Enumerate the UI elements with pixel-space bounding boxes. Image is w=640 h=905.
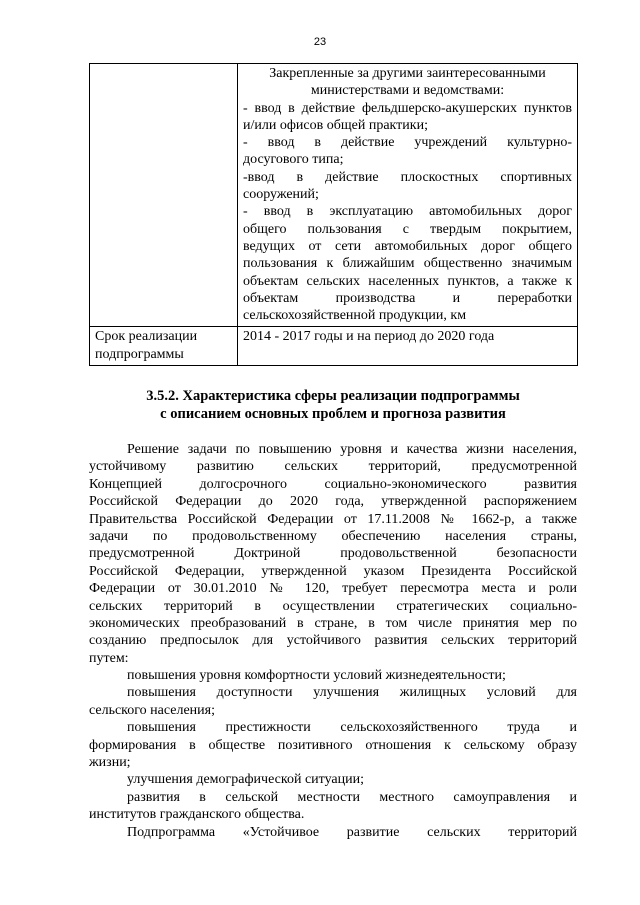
list-item: повышения доступности улучшения жилищных условий для bbox=[127, 685, 577, 701]
body-text bbox=[89, 441, 577, 841]
page-number: 23 bbox=[313, 36, 327, 48]
list-item-continuation: формирования в обществе позитивного отношения к сельскому образу bbox=[89, 737, 577, 753]
paragraph-line: предусмотренной Доктриной продовольственной безопасности bbox=[89, 546, 577, 562]
indicators-header-line: Закрепленные за другими заинтересованными bbox=[269, 66, 546, 81]
table-row bbox=[90, 64, 578, 327]
table-row bbox=[90, 327, 578, 366]
term-value: 2014 - 2017 годы и на период до 2020 года bbox=[243, 329, 495, 345]
table-cell-term-label bbox=[90, 327, 238, 366]
indicator-line: досугового типа; bbox=[243, 152, 344, 168]
table-cell-term-value bbox=[238, 327, 578, 366]
paragraph-line: Подпрограмма «Устойчивое развитие сельских территорий bbox=[127, 824, 577, 840]
indicator-line: ведущих от сети автомобильных дорог общего bbox=[243, 238, 572, 254]
list-item-continuation: сельского населения; bbox=[89, 702, 215, 718]
indicator-line: -ввод в действие плоскостных спортивных bbox=[243, 169, 572, 185]
paragraph-line: Российской Федерации до 2020 года, утвержденной распоряжением bbox=[89, 494, 577, 510]
paragraph-line: задачи по продовольственному обеспечению населения страны, bbox=[89, 528, 577, 544]
section-heading-line: 3.5.2. Характеристика сферы реализации подпрограммы bbox=[146, 388, 520, 404]
paragraph-line: Федерации от 30.01.2010 № 120, требует пересмотра места и роли bbox=[89, 581, 577, 597]
paragraph-line: сельских территорий в осуществлении стратегических социально- bbox=[89, 598, 577, 614]
indicator-line: пользования к ближайшим общественно значимым bbox=[243, 256, 572, 272]
indicator-line: - ввод в эксплуатацию автомобильных дорог bbox=[243, 204, 572, 220]
indicator-line: - ввод в действие фельдшерско-акушерских пунктов bbox=[243, 100, 572, 116]
indicator-line: сельскохозяйственной продукции, км bbox=[243, 308, 467, 324]
indicator-line: и/или офисов общей практики; bbox=[243, 117, 428, 133]
paragraph-line: экономических преобразований в стране, в том числе принятия мер по bbox=[89, 615, 577, 631]
paragraph-line: Правительства Российской Федерации от 17.11.2008 № 1662-р, а также bbox=[89, 511, 577, 527]
indicator-line: объектам сельских населенных пунктов, а также к bbox=[243, 273, 572, 289]
indicator-line: объектам производства и переработки bbox=[243, 290, 572, 306]
indicators-header-line: министерствами и ведомствами: bbox=[310, 83, 505, 99]
list-item: повышения уровня комфортности условий жизнедеятельности; bbox=[127, 668, 506, 684]
list-item: улучшения демографической ситуации; bbox=[127, 772, 364, 788]
paragraph-line: путем: bbox=[89, 650, 129, 666]
term-label-line: Срок реализации bbox=[95, 329, 198, 345]
list-item-continuation: институтов гражданского общества. bbox=[89, 807, 305, 823]
indicator-line: - ввод в действие учреждений культурно- bbox=[243, 135, 572, 151]
subprogram-passport-table bbox=[89, 63, 578, 366]
paragraph-line: созданию предпосылок для устойчивого развития сельских территорий bbox=[89, 633, 577, 649]
paragraph-line: Концепцией долгосрочного социально-экономического развития bbox=[89, 476, 577, 492]
paragraph-line: Российской Федерации, утвержденной указом Президента Российской bbox=[89, 563, 577, 579]
indicator-line: сооружений; bbox=[243, 187, 319, 203]
list-item: повышения престижности сельскохозяйственного труда и bbox=[127, 720, 577, 736]
table-cell-empty bbox=[90, 64, 238, 327]
list-item: развития в сельской местности местного самоуправления и bbox=[127, 789, 577, 805]
section-heading-line: с описанием основных проблем и прогноза развития bbox=[160, 406, 506, 422]
table-cell-indicators bbox=[238, 64, 578, 327]
indicator-line: общего пользования с твердым покрытием, bbox=[243, 221, 572, 237]
section-heading bbox=[89, 387, 577, 423]
term-label-line: подпрограммы bbox=[95, 346, 184, 362]
paragraph-line: Решение задачи по повышению уровня и качества жизни населения, bbox=[127, 442, 577, 457]
paragraph-line: устойчивому развитию сельских территорий, предусмотренной bbox=[89, 459, 577, 475]
list-item-continuation: жизни; bbox=[89, 755, 131, 771]
